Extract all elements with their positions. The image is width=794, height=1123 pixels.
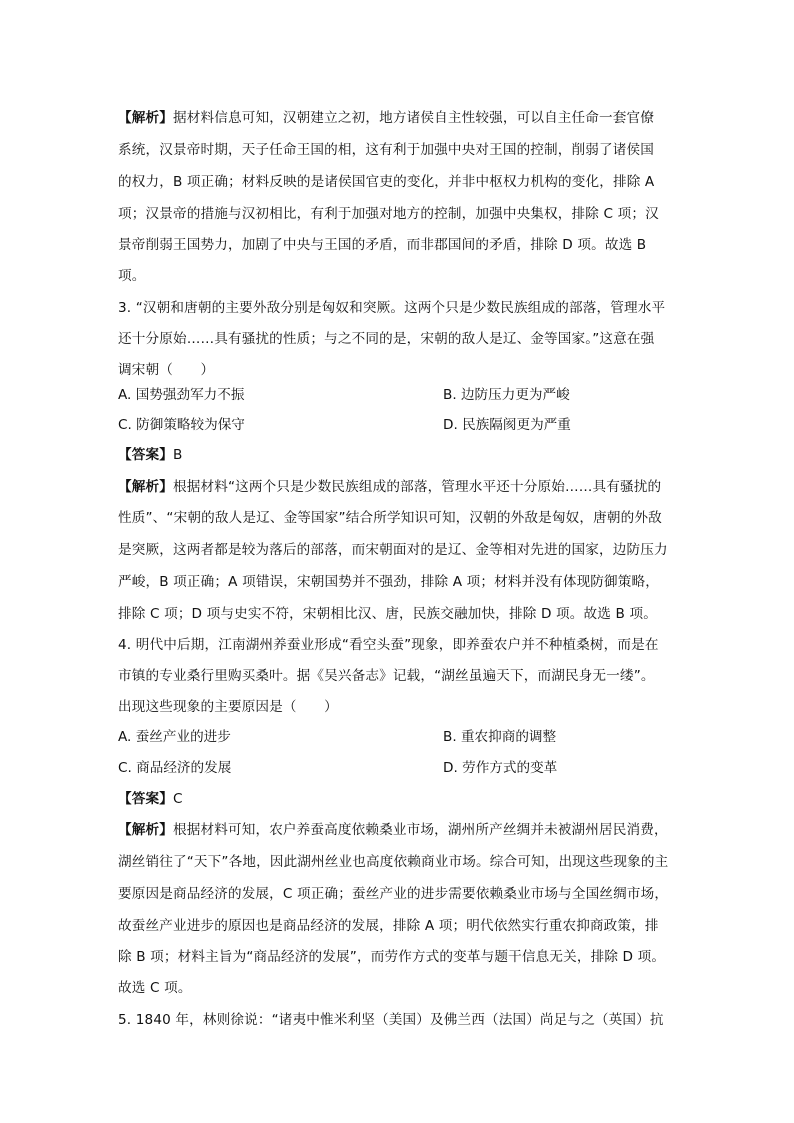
q3-stem-line-1: 3. “汉朝和唐朝的主要外敌分别是匈奴和突厥。这两个只是少数民族组成的部落，管理水平 xyxy=(118,300,666,316)
q2-analysis-line-3: 的权力，B 项正确；材料反映的是诸侯国官吏的变化，并非中枢权力机构的变化，排除 A xyxy=(118,174,655,190)
q4-option-c: C. 商品经济的发展 xyxy=(118,760,232,776)
analysis-tag: 【解析】 xyxy=(118,479,173,495)
q4-analysis-line-4: 故蚕丝产业进步的原因也是商品经济的发展，排除 A 项；明代依然实行重农抑商政策，排 xyxy=(118,918,659,934)
answer-tag: 【答案】 xyxy=(118,791,173,807)
q3-analysis-line-1: 【解析】根据材料“这两个只是少数民族组成的部落，管理水平还十分原始……具有骚扰的 xyxy=(118,479,662,495)
q3-option-d: D. 民族隔阂更为严重 xyxy=(443,417,571,433)
q2-analysis-line-2: 系统，汉景帝时期，天子任命王国的相，这有利于加强中央对王国的控制，削弱了诸侯国 xyxy=(118,142,655,158)
q4-analysis-line-5: 除 B 项；材料主旨为“商品经济的发展”，而劳作方式的变革与题干信息无关，排除 D 项。 xyxy=(118,949,666,965)
q3-analysis-line-5: 排除 C 项；D 项与史实不符，宋朝相比汉、唐，民族交融加快，排除 D 项。故选 B 项。 xyxy=(118,606,657,622)
q4-answer xyxy=(118,782,678,816)
q3-answer xyxy=(118,438,678,472)
q2-analysis-line-6: 项。 xyxy=(118,268,146,284)
q4-answer-value: C xyxy=(172,791,183,807)
q3-option-c: C. 防御策略较为保守 xyxy=(118,417,245,433)
q3-analysis-line-4: 严峻，B 项正确；A 项错误，宋朝国势并不强劲，排除 A 项；材料并没有体现防御策略， xyxy=(118,574,660,590)
q4-analysis-line-1: 【解析】根据材料可知，农户养蚕高度依赖桑业市场，湖州所产丝绸并未被湖州居民消费， xyxy=(118,822,668,838)
q3-analysis-line-2: 性质”、“宋朝的敌人是辽、金等国家”结合所学知识可知，汉朝的外敌是匈奴，唐朝的外敌 xyxy=(118,510,662,526)
q2-analysis-line-1: 【解析】据材料信息可知，汉朝建立之初，地方诸侯自主性较强，可以自主任命一套官僚 xyxy=(118,110,655,126)
q3-option-a: A. 国势强劲军力不振 xyxy=(118,387,245,403)
q4-option-b: B. 重农抑商的调整 xyxy=(443,729,557,745)
q4-analysis-line-6: 故选 C 项。 xyxy=(118,980,192,996)
q2-analysis-line-5: 景帝削弱王国势力，加剧了中央与王国的矛盾，而非郡国间的矛盾，排除 D 项。故选 B xyxy=(118,237,647,253)
q4-stem-line-2: 市镇的专业桑行里购买桑叶。据《吴兴备志》记载，“湖丝虽遍天下，而湖民身无一缕”。 xyxy=(118,668,655,684)
q4-analysis-line-3: 要原因是商品经济的发展，C 项正确；蚕丝产业的进步需要依赖桑业市场与全国丝绸市场， xyxy=(118,886,669,902)
q3-answer-value: B xyxy=(172,447,183,463)
q3-stem-line-2: 还十分原始……具有骚扰的性质；与之不同的是，宋朝的敌人是辽、金等国家。”这意在强 xyxy=(118,331,655,347)
q4-analysis-line-2: 湖丝销往了“天下”各地，因此湖州丝业也高度依赖商业市场。综合可知，出现这些现象的主 xyxy=(118,854,669,870)
q5-stem-line-1: 5. 1840 年，林则徐说：“诸夷中惟米利坚（美国）及佛兰西（法国）尚足与之（英国）抗 xyxy=(118,1012,664,1028)
q4-stem-line-3: 出现这些现象的主要原因是（ ） xyxy=(118,699,338,715)
analysis-tag: 【解析】 xyxy=(118,822,173,838)
q3-stem-line-3: 调宋朝（ ） xyxy=(118,362,215,378)
q2-analysis-line-4: 项；汉景帝的措施与汉初相比，有利于加强对地方的控制，加强中央集权，排除 C 项；汉 xyxy=(118,206,659,222)
analysis-tag: 【解析】 xyxy=(118,110,173,126)
q3-analysis-line-3: 是突厥，这两者都是较为落后的部落，而宋朝面对的是辽、金等相对先进的国家，边防压力 xyxy=(118,542,668,558)
q4-option-a: A. 蚕丝产业的进步 xyxy=(118,729,231,745)
answer-tag: 【答案】 xyxy=(118,447,173,463)
q4-stem-line-1: 4. 明代中后期，江南湖州养蚕业形成“看空头蚕”现象，即养蚕农户并不种植桑树，而是在 xyxy=(118,637,659,653)
q3-option-b: B. 边防压力更为严峻 xyxy=(443,387,570,403)
q4-option-d: D. 劳作方式的变革 xyxy=(443,760,558,776)
